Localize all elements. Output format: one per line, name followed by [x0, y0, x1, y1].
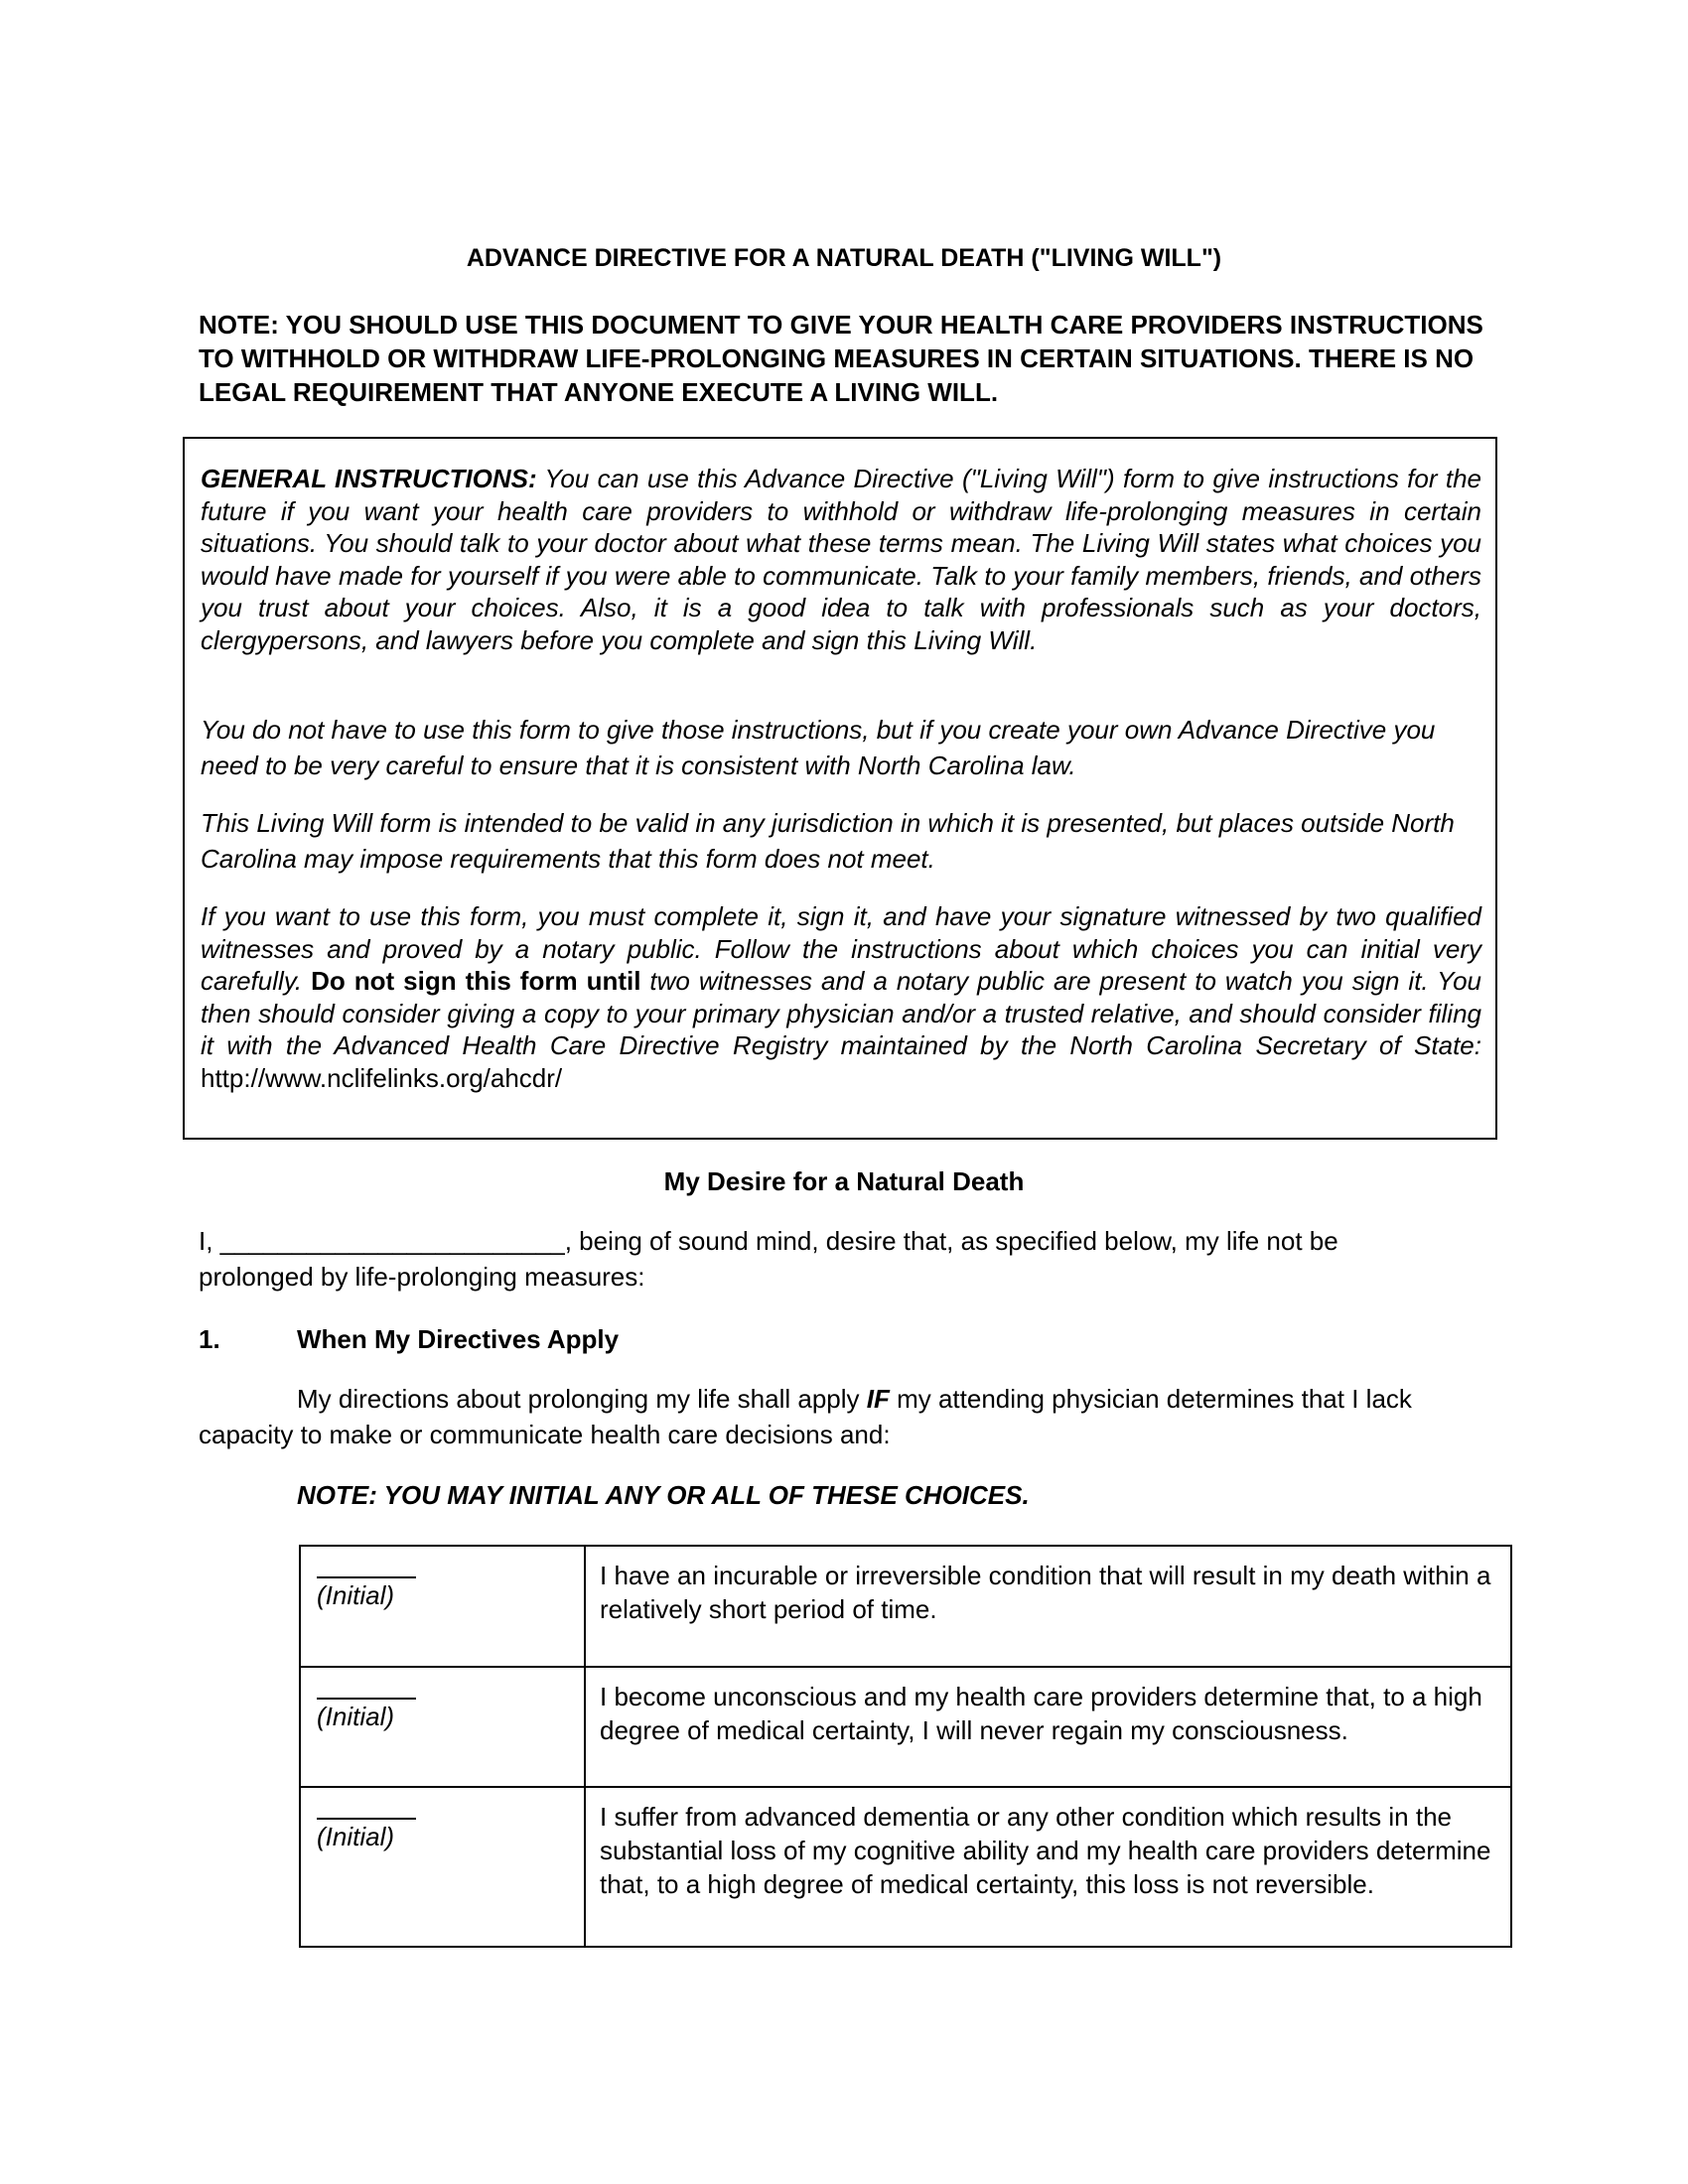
choices-table [299, 1545, 1512, 1948]
instructions-paragraph-3: This Living Will form is intended to be valid in any jurisdiction in which it is presented, but places outside North Carolina may impose requirements that this form does not meet. [201, 808, 1455, 874]
section-1-line-2: capacity to make or communicate health care decisions and: [199, 1420, 891, 1449]
desire-line-2: prolonged by life-prolonging measures: [199, 1262, 645, 1292]
initial-label: (Initial) [317, 1580, 395, 1610]
section-1-line-1: My directions about prolonging my life shall apply IF my attending physician determines that I lack [297, 1384, 1412, 1414]
desire-heading: My Desire for a Natural Death [663, 1166, 1025, 1196]
choice-row [300, 1787, 1511, 1947]
section-title: When My Directives Apply [297, 1324, 620, 1354]
instructions-paragraph-2: You do not have to use this form to give those instructions, but if you create your own Advance Directive you need to be very careful to ensure that it is consistent with North Carolina law. [201, 715, 1436, 780]
section-number: 1. [199, 1324, 220, 1354]
if-emphasis: IF [866, 1384, 890, 1414]
choice-text: I suffer from advanced dementia or any other condition which results in the substantial loss of my cognitive ability and my health care providers determine that, to a high degree of medical certainty, this loss is not reversible. [585, 1787, 1511, 1947]
instructions-paragraph-1: GENERAL INSTRUCTIONS: You can use this Advance Directive ("Living Will") form to give instructions for the future if you want your health care providers to withhold or withdraw life-prolonging measures in certain situations. You should talk to your doctor about what these terms mean. The Living Will states what choices you would have made for yourself if you were able to communicate. Talk to your family members, friends, and others you trust about your choices. Also, it is a good idea to talk with professionals such as your doctors, clergypersons, and lawyers before you complete and sign this Living Will. [201, 464, 1481, 655]
initial-label: (Initial) [317, 1822, 395, 1851]
initial-label: (Initial) [317, 1702, 395, 1731]
usage-note: NOTE: YOU SHOULD USE THIS DOCUMENT TO GIVE YOUR HEALTH CARE PROVIDERS INSTRUCTIONS TO WITHHOLD OR WITHDRAW LIFE-PROLONGING MEASURES IN CERTAIN SITUATIONS. THERE IS NO LEGAL REQUIREMENT THAT ANYONE EXECUTE A LIVING WILL. [199, 310, 1483, 407]
choice-text: I have an incurable or irreversible condition that will result in my death within a relatively short period of time. [585, 1546, 1511, 1667]
instructions-heading: GENERAL INSTRUCTIONS: [201, 464, 537, 493]
initial-cell[interactable] [300, 1787, 585, 1947]
registry-url[interactable]: http://www.nclifelinks.org/ahcdr/ [201, 1062, 563, 1093]
warning-do-not-sign: Do not sign this form until [311, 966, 641, 996]
document-title: ADVANCE DIRECTIVE FOR A NATURAL DEATH ("LIVING WILL") [466, 244, 1222, 272]
general-instructions-box [183, 437, 1497, 1140]
initial-cell[interactable] [300, 1546, 585, 1667]
instructions-paragraph-4: If you want to use this form, you must complete it, sign it, and have your signature witnessed by two qualified witnesses and proved by a notary public. Follow the instructions about which choices you can initial very carefully. Do not sign this form until two witnesses and a notary public are present to watch you sign it. You then should consider giving a copy to your primary physician and/or a trusted relative, and should consider filing it with the Advanced Health Care Directive Registry maintained by the North Carolina Secretary of State: http://www.nclifelinks.org/ahcdr/ [201, 901, 1481, 1093]
initial-cell[interactable] [300, 1667, 585, 1787]
choice-text: I become unconscious and my health care providers determine that, to a high degree of medical certainty, I will never regain my consciousness. [585, 1667, 1511, 1787]
choice-note: NOTE: YOU MAY INITIAL ANY OR ALL OF THESE CHOICES. [297, 1480, 1030, 1510]
choice-row [300, 1546, 1511, 1667]
choice-row [300, 1667, 1511, 1787]
desire-line-1: I, ________________________, being of sound mind, desire that, as specified below, my life not be [199, 1226, 1338, 1256]
